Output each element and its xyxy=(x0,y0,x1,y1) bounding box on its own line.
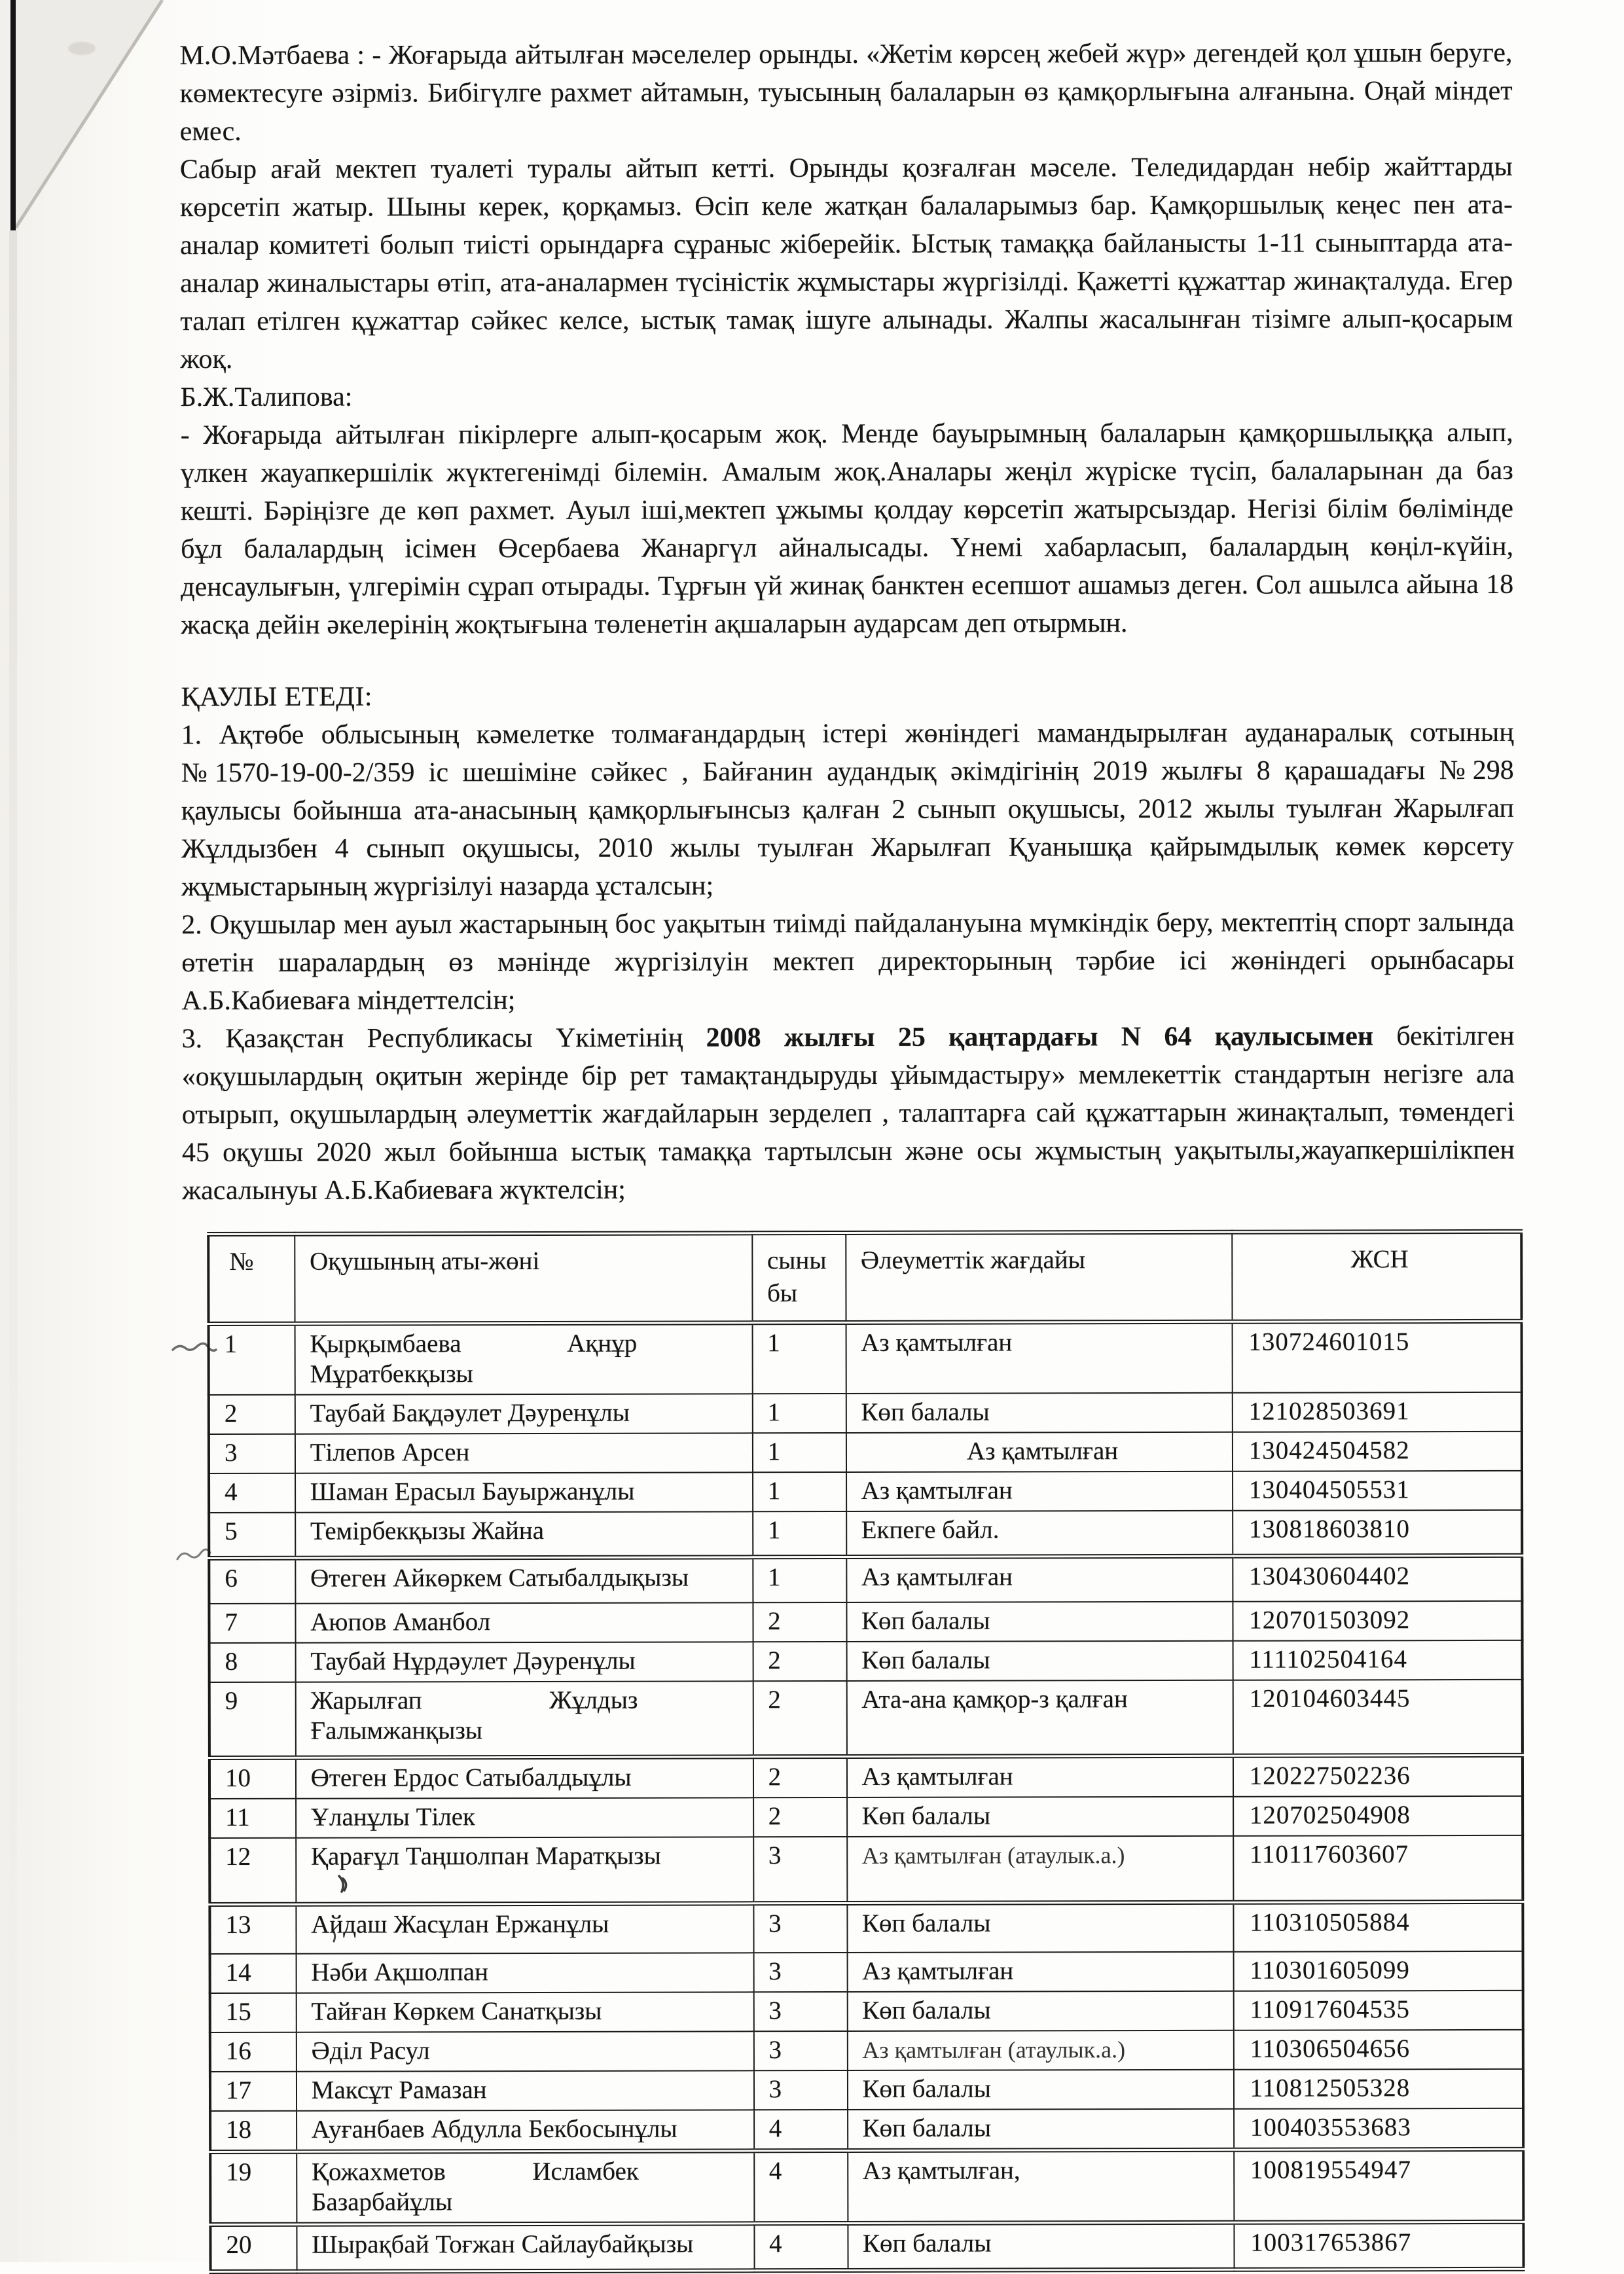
cell-grade: 1 xyxy=(752,1394,846,1433)
cell-iin: 100317653867 xyxy=(1234,2222,1523,2269)
cell-status: Аз қамтылған, xyxy=(848,2150,1234,2223)
resolution-item-1: 1. Ақтөбе облысының кәмелетке толмағандардың істері жөніндегі мамандырылған ауданаралық сотының №1570-19-00-2/359 іс шешіміне сәйкес , Байғанин аудандық әкімдігінің 2019 жылғы 8 қарашадағы №298 қаулысы бойынша ата-анасының қамқорлығынсыз қалған 2 сынып оқушысы, 2012 жылы туылған Жарылғап Жұлдызбен 4 сынып оқушысы, 2010 жылы туылған Жарылғап Қуанышқа қайрымдылық көмек көрсету жұмыстарының жүргізілуі назарда ұсталсын; xyxy=(181,713,1515,906)
cell-iin: 120701503092 xyxy=(1233,1601,1522,1641)
cell-name: Ауғанбаев Абдулла Бекбосынұлы xyxy=(297,2110,754,2152)
table-row xyxy=(210,1991,1523,2032)
cell-name: Таубай Нұрдәулет Дәуренұлы xyxy=(295,1642,753,1682)
cell-no: 17 xyxy=(210,2072,297,2111)
cell-status: Көп балалы xyxy=(847,2070,1233,2110)
cell-name: Тайған Көркем Санатқызы xyxy=(296,1992,753,2032)
cell-iin: 121028503691 xyxy=(1232,1392,1521,1432)
cell-no: 3 xyxy=(209,1434,295,1473)
cell-name: Әділ Расул xyxy=(297,2031,754,2071)
table-row xyxy=(209,1902,1523,1954)
cell-iin: 111102504164 xyxy=(1233,1640,1522,1680)
cell-iin: 100819554947 xyxy=(1234,2149,1524,2222)
cell-status: Көп балалы xyxy=(846,1641,1233,1681)
cell-status: Аз қамтылған xyxy=(846,1556,1233,1602)
cell-no: 18 xyxy=(210,2111,297,2152)
cell-status: Ата-ана қамқор-з қалған xyxy=(846,1680,1233,1757)
cell-grade: 2 xyxy=(753,1602,846,1642)
resolution-item-3 xyxy=(182,1017,1515,1210)
cell-grade: 4 xyxy=(754,2151,848,2224)
cell-no: 10 xyxy=(209,1758,296,1799)
cell-no: 4 xyxy=(209,1473,295,1513)
cell-grade: 1 xyxy=(752,1323,846,1394)
table-row xyxy=(209,1321,1522,1395)
cell-iin: 110917604535 xyxy=(1233,1991,1523,2030)
cell-name: Шаман Ерасыл Бауыржанұлы xyxy=(295,1472,753,1512)
scan-edge-black-bar xyxy=(10,0,16,230)
cell-name: Темірбекқызы Жайна xyxy=(295,1511,753,1558)
table-row xyxy=(209,1392,1522,1434)
cell-status: Аз қамтылған (атаулык.а.) xyxy=(847,1836,1233,1904)
cell-name: Өтеген Ердос Сатыбалдыұлы xyxy=(296,1757,753,1799)
cell-grade: 1 xyxy=(753,1557,846,1603)
cell-name: Ұланұлы Тілек xyxy=(296,1797,753,1837)
cell-no: 13 xyxy=(209,1904,296,1954)
cell-status: Аз қамтылған (атаулык.а.) xyxy=(847,2030,1233,2070)
cell-no: 8 xyxy=(209,1643,296,1682)
table-row xyxy=(209,1680,1523,1758)
cell-grade: 4 xyxy=(754,2224,848,2271)
cell-no: 6 xyxy=(209,1558,295,1604)
cell-grade: 2 xyxy=(753,1681,846,1757)
cell-no: 9 xyxy=(209,1682,296,1758)
column-header-status: Әлеуметтік жағдайы xyxy=(846,1232,1233,1322)
cell-name: Айдаш Жасұлан Ержанұлы xyxy=(296,1904,753,1954)
cell-no: 20 xyxy=(210,2224,297,2271)
column-header-iin: ЖСН xyxy=(1232,1231,1522,1322)
scan-smudge xyxy=(68,42,96,55)
cell-name: Қожахметов Исламбек Базарбайұлы xyxy=(297,2151,754,2224)
cell-status: Аз қамтылған xyxy=(846,1322,1232,1394)
cell-grade: 1 xyxy=(752,1433,846,1472)
scan-corner-shadow xyxy=(16,0,166,229)
column-header-name: Оқушының аты-жөні xyxy=(295,1233,752,1324)
cell-name: Шырақбай Тоғжан Сайлаубайқызы xyxy=(297,2224,754,2271)
cell-iin: 110306504656 xyxy=(1234,2030,1523,2070)
document-body xyxy=(179,34,1517,2274)
cell-name: Нәби Ақшолпан xyxy=(296,1953,753,1993)
cell-status: Көп балалы xyxy=(847,1797,1233,1837)
cell-status: Көп балалы xyxy=(848,2109,1234,2151)
cell-grade: 1 xyxy=(753,1472,846,1511)
speaker-name-talipova: Б.Ж.Талипова: xyxy=(181,376,1513,416)
cell-status: Көп балалы xyxy=(847,1902,1233,1953)
cell-grade: 2 xyxy=(753,1757,847,1798)
paragraph-talipova-speech: - Жоғарыда айтылған пікірлерге алып-қосарым жоқ. Менде бауырымның балаларын қамқоршылыққа алып, үлкен жауапкершілік жүктегенімді білемін. Амалым жоқ.Аналары жеңіл жүріске түсіп, балаларынан да баз кешті. Бәріңізге де көп рахмет. Ауыл іші,мектеп ұжымы қолдау көрсетіп жатырсыздар. Негізі білім бөлімінде бұл балалардың ісімен Өсербаева Жанаргүл айналысады. Үнемі хабарласып, балалардың көңіл-күйін, денсаулығын, үлгерімін сұрап отырады. Тұрғын үй жинақ банктен есепшот ашамыз деген. Сол ашылса айына 18 жасқа дейін әкелерінің жоқтығына төленетін ақшаларын аударсам деп отырмын. xyxy=(181,414,1514,644)
cell-name: Өтеген Айкөркем Сатыбалдықызы xyxy=(295,1557,753,1604)
cell-grade: 3 xyxy=(753,1953,847,1992)
cell-iin: 110812505328 xyxy=(1234,2069,1523,2109)
table-row xyxy=(209,1835,1523,1905)
cell-name: Аюпов Аманбол xyxy=(295,1602,753,1642)
cell-grade: 2 xyxy=(753,1642,846,1681)
cell-iin: 110117603607 xyxy=(1233,1835,1523,1902)
cell-grade: 3 xyxy=(753,1837,847,1904)
resolution-item-3-bold-date: 2008 жылғы 25 қаңтардағы N 64 қаулысымен xyxy=(706,1021,1374,1053)
table-row xyxy=(209,1601,1522,1643)
cell-grade: 3 xyxy=(753,1904,847,1953)
table-row xyxy=(210,2069,1523,2111)
cell-iin: 110310505884 xyxy=(1233,1902,1523,1951)
cell-status: Көп балалы xyxy=(848,2222,1234,2270)
cell-iin: 110301605099 xyxy=(1233,1951,1523,1991)
cell-status: Аз қамтылған xyxy=(847,1952,1233,1992)
cell-name: Жарылғап Жұлдыз Ғалымжанқызы xyxy=(295,1681,753,1758)
cell-iin: 120702504908 xyxy=(1233,1796,1523,1836)
table-row xyxy=(209,1640,1523,1682)
cell-status: Көп балалы xyxy=(846,1602,1233,1642)
cell-status: Көп балалы xyxy=(847,1991,1233,2031)
cell-no: 15 xyxy=(210,1993,297,2032)
cell-no: 16 xyxy=(210,2032,297,2072)
cell-iin: 130404505531 xyxy=(1233,1471,1522,1511)
table-row xyxy=(209,1555,1522,1604)
cell-iin: 130424504582 xyxy=(1233,1432,1522,1471)
cell-grade: 3 xyxy=(753,2031,847,2070)
cell-grade: 1 xyxy=(753,1511,846,1557)
students-table xyxy=(207,1229,1525,2274)
cell-iin: 130430604402 xyxy=(1233,1555,1522,1601)
cell-grade: 4 xyxy=(754,2110,848,2151)
resolution-item-2: 2. Оқушылар мен ауыл жастарының бос уақытын тиімді пайдалануына мүмкіндік беру, мектептің спорт залында өтетін шаралардың өз мәнінде жүргізілуін мектеп директорының тәрбие ісі жөніндегі орынбасары А.Б.Кабиеваға міндеттелсін; xyxy=(181,903,1514,1020)
resolution-item-3-text: бекітілген «оқушылардың оқитын жерінде бір рет тамақтандыруды ұйымдастыру» мемлекеттік стандартын негізге ала отырып, оқушылардың әлеуметтік жағдайларын зерделеп , талаптарға сай құжаттарын жинақталып, төмендегі 45 оқушы 2020 жыл бойынша ыстық тамаққа тартылсын және осы жұмыстың уақытылы,жауапкершілікпен жасалынуы А.Б.Кабиеваға жүктелсін; xyxy=(182,1021,1515,1206)
cell-no: 14 xyxy=(210,1954,297,1993)
column-header-no: № xyxy=(208,1234,295,1324)
cell-name: Қарағұл Таңшолпан Маратқызы xyxy=(296,1837,753,1904)
scan-edge-faint-line xyxy=(9,230,17,2262)
paragraph-sabyr-speech: Сабыр ағай мектеп туалеті туралы айтып кетті. Орынды қозғалған мәселе. Теледидардан небір жайттарды көрсетіп жатыр. Шыны керек, қорқамыз. Өсіп келе жатқан балаларымыз бар. Қамқоршылық кеңес пен ата-аналар комитеті болып тиісті орындарға сұраныс жіберейік. Ыстық тамаққа байланысты 1-11 сыныптарда ата-аналар жиналыстары өтіп, ата-аналармен түсіністік жұмыстары жүргізілді. Қажетті құжаттар жинақталуда. Егер талап етілген құжаттар сәйкес келсе, ыстық тамақ ішуге алынады. Жалпы жасалынған тізімге алып-қосарым жоқ. xyxy=(180,148,1513,378)
cell-no: 19 xyxy=(210,2152,297,2224)
paragraph-matbaeva-speech: М.О.Мәтбаева : - Жоғарыда айтылған мәселелер орынды. «Жетім көрсең жебей жүр» дегендей қол ұшын беруге, көмектесуге әзірміз. Бибігүлге рахмет айтамын, туысының балаларын өз қамқорлығына алғанына. Оңай міндет емес. xyxy=(179,34,1512,151)
table-row xyxy=(210,2030,1523,2072)
cell-name: Тілепов Арсен xyxy=(295,1433,753,1473)
resolution-heading: ҚАУЛЫ ЕТЕДІ: xyxy=(181,676,1513,716)
cell-status: Көп балалы xyxy=(846,1393,1232,1433)
cell-no: 7 xyxy=(209,1604,295,1643)
cell-name: Таубай Бақдәулет Дәуренұлы xyxy=(295,1394,753,1434)
table-header-row xyxy=(208,1231,1521,1324)
table-row xyxy=(210,2108,1523,2152)
table-row xyxy=(209,1796,1523,1838)
cell-status: Аз қамтылған xyxy=(846,1756,1233,1797)
table-row xyxy=(209,1755,1523,1799)
table-row xyxy=(209,1471,1522,1513)
cell-name: Максұт Рамазан xyxy=(297,2070,754,2110)
cell-name: Қырқымбаева Ақнұр Мұратбекқызы xyxy=(295,1323,752,1395)
cell-no: 12 xyxy=(209,1838,296,1905)
cell-status: Аз қамтылған xyxy=(846,1432,1232,1472)
cell-no: 1 xyxy=(209,1324,295,1395)
resolution-item-3-text: 3. Қазақстан Республикасы Үкіметінің xyxy=(182,1022,706,1054)
cell-no: 2 xyxy=(209,1395,295,1434)
cell-no: 5 xyxy=(209,1513,295,1559)
table-row xyxy=(209,1510,1522,1559)
cell-grade: 2 xyxy=(753,1797,847,1837)
cell-iin: 100403553683 xyxy=(1234,2108,1523,2150)
table-row xyxy=(210,2149,1523,2224)
cell-iin: 130724601015 xyxy=(1232,1321,1522,1392)
cell-grade: 3 xyxy=(753,1992,847,2031)
cell-iin: 130818603810 xyxy=(1233,1510,1522,1556)
cell-status: Екпеге байл. xyxy=(846,1511,1233,1557)
cell-iin: 120104603445 xyxy=(1233,1680,1523,1756)
column-header-grade: сыны бы xyxy=(752,1233,846,1323)
cell-iin: 120227502236 xyxy=(1233,1755,1523,1796)
cell-no: 11 xyxy=(209,1799,296,1838)
table-row xyxy=(209,1432,1522,1473)
table-row xyxy=(210,2222,1523,2271)
cell-grade: 3 xyxy=(754,2070,848,2110)
table-row xyxy=(210,1951,1523,1993)
cell-status: Аз қамтылған xyxy=(846,1471,1233,1511)
